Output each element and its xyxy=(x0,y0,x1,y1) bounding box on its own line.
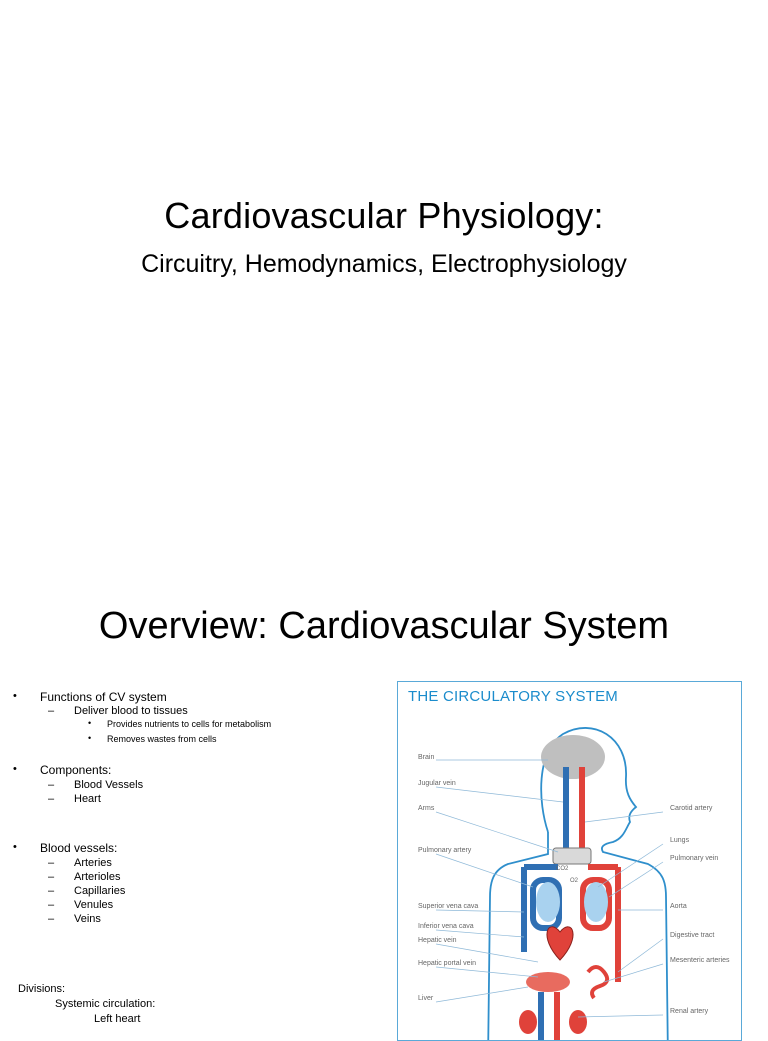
lung-left-shape xyxy=(536,882,560,922)
bullet-capillaries: Capillaries xyxy=(74,885,126,897)
label-co2: CO2 xyxy=(556,866,569,872)
bullet-dot: • xyxy=(13,841,17,853)
dash-mark: – xyxy=(48,871,55,883)
carotid-artery-shape xyxy=(579,767,585,857)
label-carotid-artery: Carotid artery xyxy=(670,805,713,812)
label-renal-artery: Renal artery xyxy=(670,1008,709,1015)
dash-mark: – xyxy=(48,793,55,805)
bullet-functions: Functions of CV system xyxy=(40,690,167,704)
section-title: Overview: Cardiovascular System xyxy=(98,605,670,647)
digestive-tract-shape xyxy=(588,967,607,998)
lung-right-shape xyxy=(584,882,608,922)
bullet-arterioles: Arterioles xyxy=(74,871,121,883)
lower-vein-shape xyxy=(538,992,544,1041)
bullet-dot: • xyxy=(13,763,17,775)
label-superior-vena-cava: Superior vena cava xyxy=(418,903,479,910)
label-pulmonary-vein: Pulmonary vein xyxy=(670,855,719,862)
bullet-wastes: Removes wastes from cells xyxy=(107,734,217,744)
jugular-vein-shape xyxy=(563,767,569,857)
systemic-circulation: Systemic circulation: xyxy=(55,998,156,1010)
label-mesenteric-arteries: Mesenteric arteries xyxy=(670,957,730,964)
dash-mark: – xyxy=(48,779,55,791)
figure-title: THE CIRCULATORY SYSTEM xyxy=(408,688,618,705)
label-hepatic-portal-vein: Hepatic portal vein xyxy=(418,960,476,967)
label-jugular-vein: Jugular vein xyxy=(418,780,456,787)
dash-mark: – xyxy=(48,857,55,869)
bullet-dot: • xyxy=(13,690,17,702)
bullet-veins: Veins xyxy=(74,913,101,925)
bullet-dot: • xyxy=(88,718,92,728)
label-lungs: Lungs xyxy=(670,837,690,844)
bullet-blood-vessels-item: Blood Vessels xyxy=(74,779,144,791)
label-arms: Arms xyxy=(418,805,435,812)
kidney-right-shape xyxy=(569,1010,587,1034)
dash-mark: – xyxy=(48,899,55,911)
circulatory-system-figure xyxy=(397,681,742,1041)
bullet-deliver: Deliver blood to tissues xyxy=(74,705,188,717)
bullet-nutrients: Provides nutrients to cells for metabolism xyxy=(107,719,272,729)
label-digestive-tract: Digestive tract xyxy=(670,932,715,939)
dash-mark: – xyxy=(48,913,55,925)
dash-mark: – xyxy=(48,885,55,897)
bullet-venules: Venules xyxy=(74,899,114,911)
label-brain: Brain xyxy=(418,754,435,761)
liver-shape xyxy=(526,972,570,992)
label-inferior-vena-cava: Inferior vena cava xyxy=(418,923,474,930)
bullet-arteries: Arteries xyxy=(74,857,112,869)
dash-mark: – xyxy=(48,705,55,717)
label-aorta: Aorta xyxy=(670,903,687,910)
label-hepatic-vein: Hepatic vein xyxy=(418,937,457,944)
kidney-left-shape xyxy=(519,1010,537,1034)
bullet-heart: Heart xyxy=(74,793,101,805)
divisions-heading: Divisions: xyxy=(18,983,66,995)
brain-shape xyxy=(541,735,605,779)
label-pulmonary-artery: Pulmonary artery xyxy=(418,847,472,854)
bullet-dot: • xyxy=(88,733,92,743)
heart-shape xyxy=(547,927,573,960)
bullet-list xyxy=(0,0,380,1024)
bullet-blood-vessels: Blood vessels: xyxy=(40,841,118,855)
slide-subtitle: Circuitry, Hemodynamics, Electrophysiology xyxy=(141,250,627,278)
label-o2: O2 xyxy=(570,878,579,884)
lower-artery-shape xyxy=(554,992,560,1041)
left-heart: Left heart xyxy=(94,1013,141,1025)
capillary-bed-shape xyxy=(553,848,591,864)
slide-title: Cardiovascular Physiology: xyxy=(164,195,604,236)
label-liver: Liver xyxy=(418,995,434,1002)
bullet-components: Components: xyxy=(40,763,112,777)
